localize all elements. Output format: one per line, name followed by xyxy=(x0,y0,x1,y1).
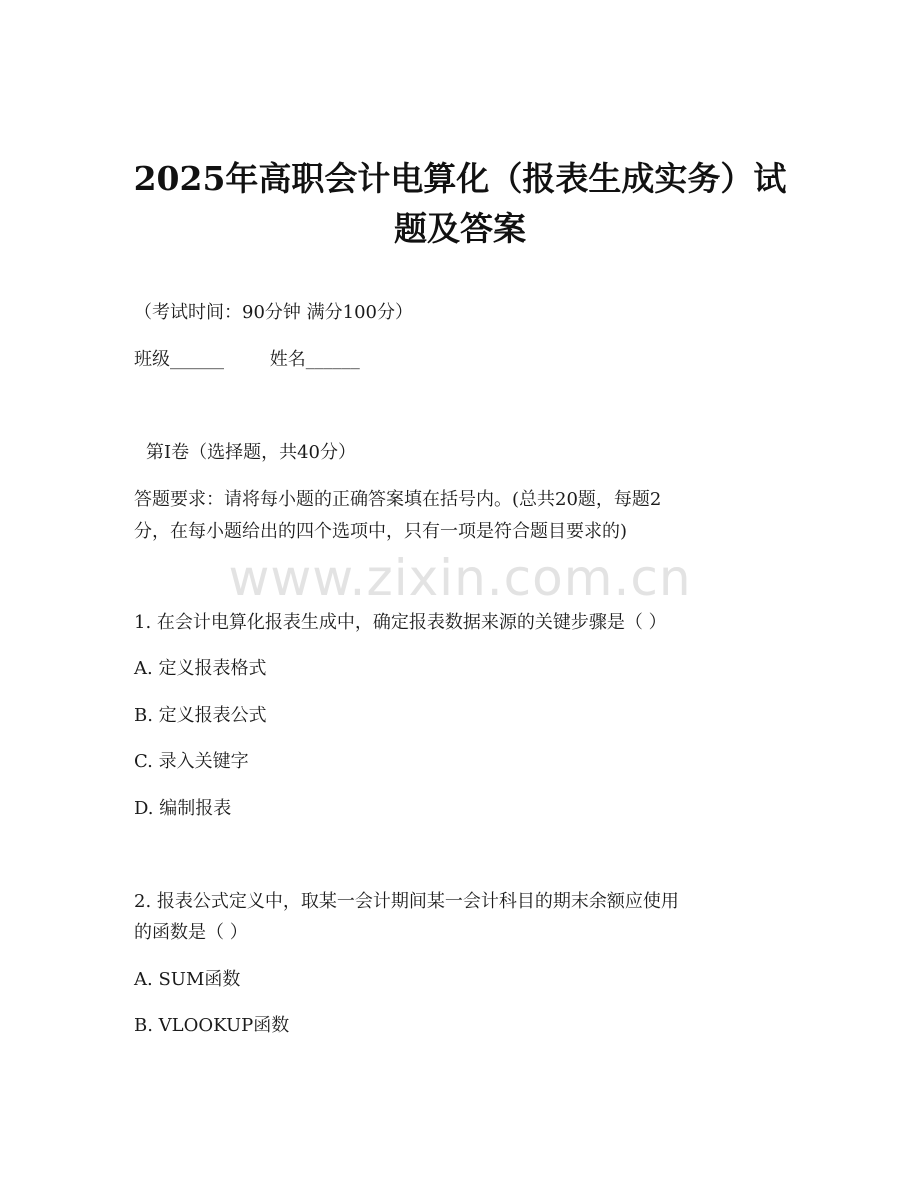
question-1-option-a: A. 定义报表格式 xyxy=(134,658,267,679)
question-2-option-b: B. VLOOKUP函数 xyxy=(134,1015,290,1036)
document-title-line-1: 2025年高职会计电算化（报表生成实务）试 xyxy=(133,159,787,198)
watermark: www.zixin.com.cn xyxy=(228,549,692,607)
question-1-option-b: B. 定义报表公式 xyxy=(134,705,267,726)
section-header: 第I卷（选择题，共40分） xyxy=(146,442,357,463)
question-2-stem-line-2: 的函数是（ ） xyxy=(134,922,248,943)
instructions-line-1: 答题要求：请将每小题的正确答案填在括号内。(总共20题，每题2 xyxy=(134,489,662,510)
question-2-option-a: A. SUM函数 xyxy=(134,969,241,990)
question-1-stem: 1. 在会计电算化报表生成中，确定报表数据来源的关键步骤是（ ） xyxy=(134,612,667,633)
question-1-option-c: C. 录入关键字 xyxy=(134,751,249,772)
instructions-line-2: 分，在每小题给出的四个选项中，只有一项是符合题目要求的) xyxy=(134,521,628,542)
question-1-option-d: D. 编制报表 xyxy=(134,798,232,819)
document-title-line-2: 题及答案 xyxy=(394,209,526,248)
question-2-stem-line-1: 2. 报表公式定义中，取某一会计期间某一会计科目的期末余额应使用 xyxy=(134,891,679,912)
exam-info: （考试时间：90分钟 满分100分） xyxy=(134,302,413,323)
class-name-fields: 班级______ 姓名______ xyxy=(134,349,360,370)
